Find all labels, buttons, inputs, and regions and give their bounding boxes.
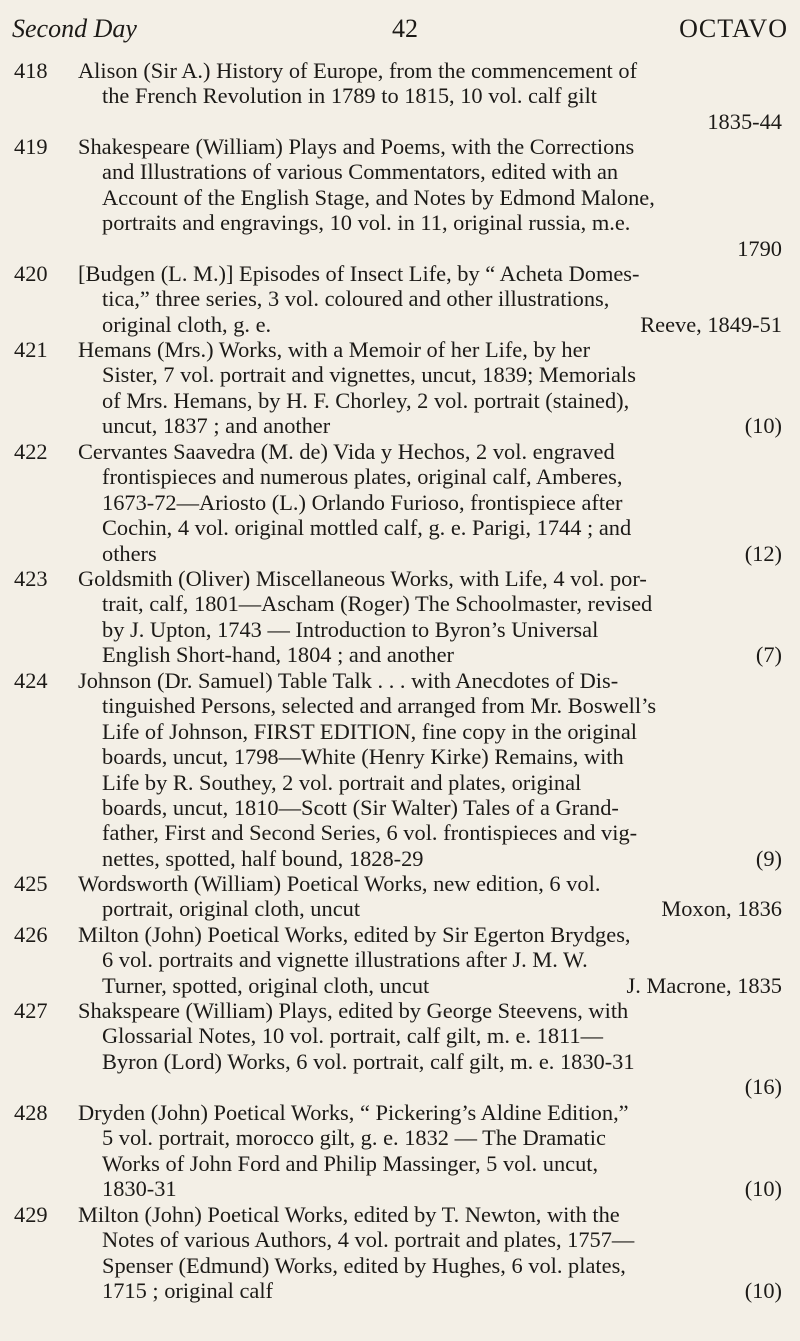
lot-line: 6 vol. portraits and vignette illustrations after J. M. W. — [102, 947, 588, 973]
lot-line-split — [78, 973, 782, 998]
lot-count: (9) — [755, 845, 782, 871]
lot-426 — [14, 922, 782, 998]
lot-line: of Mrs. Hemans, by H. F. Chorley, 2 vol. portrait (stained), — [102, 387, 630, 413]
lot-number: 423 — [14, 566, 48, 591]
lot-line: Spenser (Edmund) Works, edited by Hughes, 6 vol. plates, — [102, 1252, 626, 1278]
lot-419 — [14, 134, 782, 261]
header-day: Second Day — [12, 14, 137, 43]
lot-line-split — [78, 896, 782, 921]
lot-line: portrait, original cloth, uncut — [102, 896, 361, 922]
lot-line: tica,” three series, 3 vol. coloured and other illustrations, — [102, 286, 610, 312]
lot-line: father, First and Second Series, 6 vol. frontispieces and vig- — [102, 820, 638, 846]
lot-number: 425 — [14, 871, 48, 896]
lot-424 — [14, 668, 782, 871]
lot-line: and Illustrations of various Commentators, edited with an — [102, 159, 619, 185]
lot-count: (16) — [744, 1074, 782, 1100]
lot-number: 418 — [14, 58, 48, 83]
lot-line: Byron (Lord) Works, 6 vol. portrait, calf gilt, m. e. 1830-31 — [102, 1048, 635, 1074]
lot-line: Shakespeare (William) Plays and Poems, with the Corrections — [78, 134, 635, 159]
lot-publisher: J. Macrone, 1835 — [626, 972, 782, 998]
page-header — [12, 14, 788, 54]
lot-count: (10) — [744, 413, 782, 439]
lot-421 — [14, 337, 782, 439]
lot-line-split — [78, 642, 782, 667]
lot-line: original cloth, g. e. — [102, 311, 272, 337]
lot-line: Milton (John) Poetical Works, edited by Sir Egerton Brydges, — [78, 922, 631, 947]
lot-line-split — [78, 541, 782, 566]
page-number: 42 — [392, 14, 418, 43]
lot-number: 422 — [14, 439, 48, 464]
lot-line: Works of John Ford and Philip Massinger, 5 vol. uncut, — [102, 1150, 599, 1176]
lot-line-split — [78, 1278, 782, 1303]
lot-line: Alison (Sir A.) History of Europe, from the commencement of — [78, 58, 638, 83]
lot-line: frontispieces and numerous plates, original calf, Amberes, — [102, 464, 623, 490]
lot-line-split — [78, 1176, 782, 1201]
lot-line: Wordsworth (William) Poetical Works, new edition, 6 vol. — [78, 871, 601, 896]
lot-number: 420 — [14, 261, 48, 286]
lot-425 — [14, 871, 782, 922]
lot-428 — [14, 1100, 782, 1202]
lot-line: boards, uncut, 1810—Scott (Sir Walter) Tales of a Grand- — [102, 795, 619, 821]
lot-line: Life of Johnson, FIRST EDITION, fine copy in the original — [102, 718, 638, 744]
lot-number: 429 — [14, 1202, 48, 1227]
lot-line: Milton (John) Poetical Works, edited by T. Newton, with the — [78, 1202, 620, 1227]
lot-number: 421 — [14, 337, 48, 362]
lot-line: 5 vol. portrait, morocco gilt, g. e. 1832 — The Dramatic — [102, 1125, 606, 1151]
lot-line: English Short-hand, 1804 ; and another — [102, 642, 454, 668]
lot-line: 1715 ; original calf — [102, 1278, 273, 1304]
lot-line-split — [78, 312, 782, 337]
lot-line: Cochin, 4 vol. original mottled calf, g. e. Parigi, 1744 ; and — [102, 515, 632, 541]
lot-count: (10) — [744, 1176, 782, 1202]
lot-line: [Budgen (L. M.)] Episodes of Insect Life, by “ Acheta Domes- — [78, 261, 640, 286]
lot-418 — [14, 58, 782, 134]
lot-line: by J. Upton, 1743 — Introduction to Byron’s Universal — [102, 616, 599, 642]
lot-line: nettes, spotted, half bound, 1828-29 — [102, 845, 424, 871]
lot-number: 419 — [14, 134, 48, 159]
lot-number: 428 — [14, 1100, 48, 1125]
lot-423 — [14, 566, 782, 668]
lot-date: 1790 — [737, 235, 782, 261]
header-format: OCTAVO — [679, 14, 788, 43]
lot-line: Turner, spotted, original cloth, uncut — [102, 972, 430, 998]
lot-line: trait, calf, 1801—Ascham (Roger) The Schoolmaster, revised — [102, 591, 653, 617]
lot-count: (7) — [755, 642, 782, 668]
lot-427 — [14, 998, 782, 1100]
lot-line: the French Revolution in 1789 to 1815, 10 vol. calf gilt — [102, 83, 598, 109]
lot-count: (10) — [744, 1278, 782, 1304]
lot-line: others — [102, 540, 157, 566]
lot-line: Life by R. Southey, 2 vol. portrait and plates, original — [102, 769, 582, 795]
lot-line-split — [78, 413, 782, 438]
lot-422 — [14, 439, 782, 566]
lot-line: Dryden (John) Poetical Works, “ Pickering’s Aldine Edition,” — [78, 1100, 629, 1125]
lot-420 — [14, 261, 782, 337]
lot-line-split — [78, 846, 782, 871]
lot-count: (12) — [744, 540, 782, 566]
lot-line: Johnson (Dr. Samuel) Table Talk . . . with Anecdotes of Dis- — [78, 668, 619, 693]
lot-line: Hemans (Mrs.) Works, with a Memoir of her Life, by her — [78, 337, 591, 362]
lot-line: Cervantes Saavedra (M. de) Vida y Hechos, 2 vol. engraved — [78, 439, 615, 464]
lot-line: tinguished Persons, selected and arranged from Mr. Boswell’s — [102, 693, 657, 719]
lot-publisher: Reeve, 1849-51 — [640, 311, 782, 337]
lot-date: 1835-44 — [707, 108, 782, 134]
lot-line: portraits and engravings, 10 vol. in 11, original russia, m.e. — [102, 210, 631, 236]
lot-line: Glossarial Notes, 10 vol. portrait, calf gilt, m. e. 1811— — [102, 1023, 604, 1049]
lot-line: Notes of various Authors, 4 vol. portrait and plates, 1757— — [102, 1227, 635, 1253]
lot-line: Sister, 7 vol. portrait and vignettes, uncut, 1839; Memorials — [102, 362, 636, 388]
lot-429 — [14, 1202, 782, 1304]
lot-line: boards, uncut, 1798—White (Henry Kirke) Remains, with — [102, 744, 624, 770]
lot-line: Goldsmith (Oliver) Miscellaneous Works, with Life, 4 vol. por- — [78, 566, 647, 591]
lot-line: uncut, 1837 ; and another — [102, 413, 331, 439]
lot-list — [14, 58, 782, 1304]
lot-number: 426 — [14, 922, 48, 947]
lot-line: Account of the English Stage, and Notes by Edmond Malone, — [102, 184, 655, 210]
lot-line: Shakspeare (William) Plays, edited by George Steevens, with — [78, 998, 629, 1023]
lot-publisher: Moxon, 1836 — [661, 896, 782, 922]
lot-number: 424 — [14, 668, 48, 693]
lot-line: 1673-72—Ariosto (L.) Orlando Furioso, frontispiece after — [102, 489, 623, 515]
lot-number: 427 — [14, 998, 48, 1023]
lot-line: 1830-31 — [102, 1176, 177, 1202]
